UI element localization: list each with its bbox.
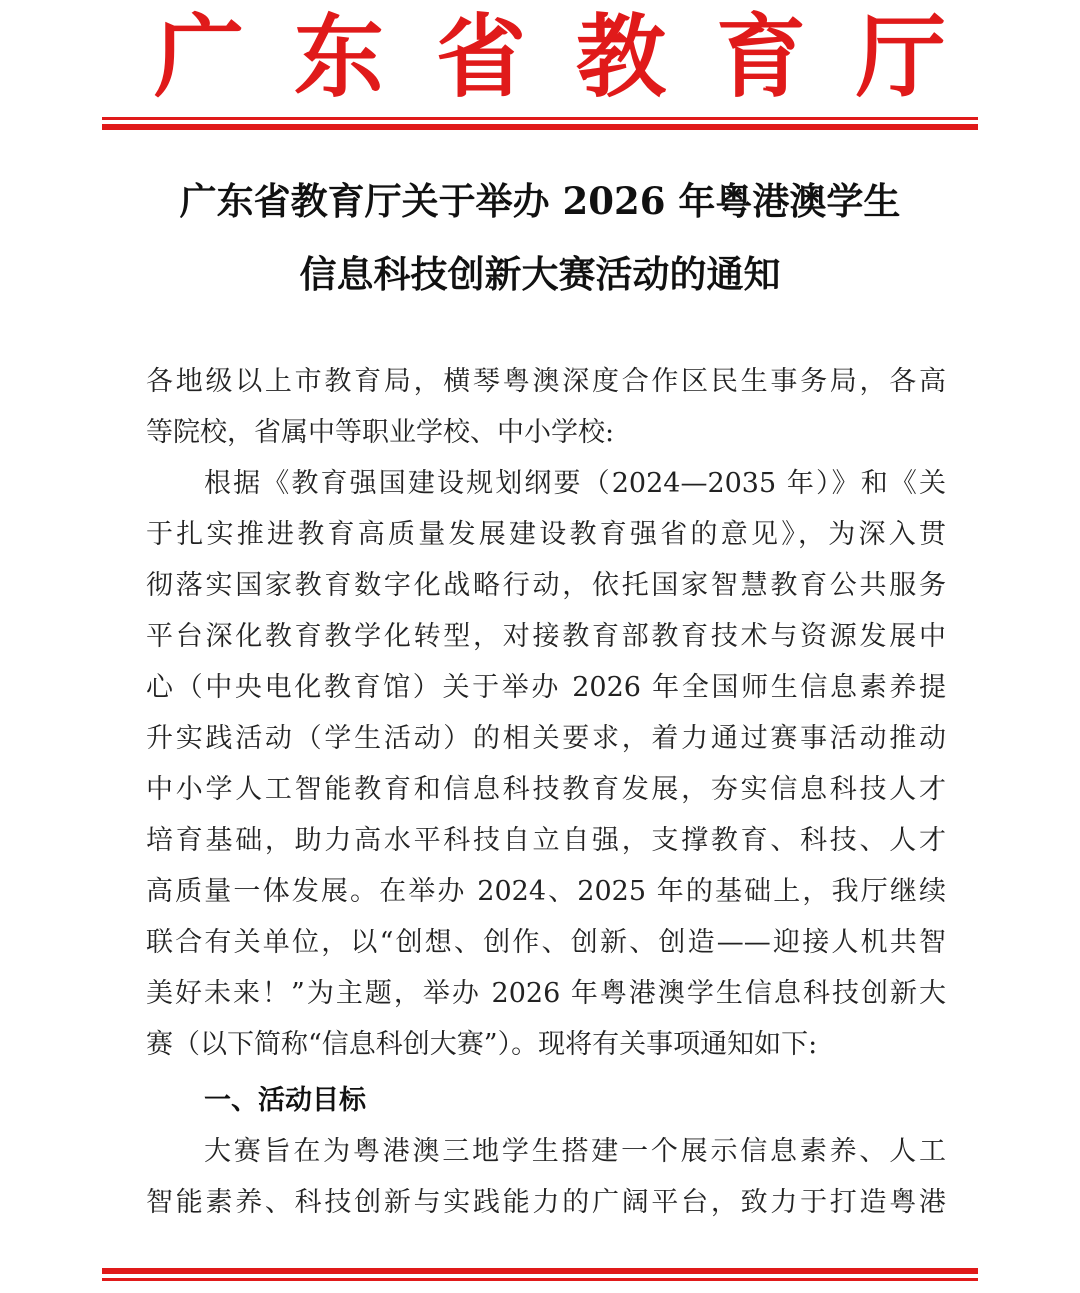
letterhead	[100, 6, 980, 110]
paragraph-1-line-12: 赛（以下简称“信息科创大赛”）。现将有关事项通知如下:	[146, 1029, 818, 1060]
bottom-rule-thin	[102, 1278, 978, 1281]
top-rule-thin	[102, 117, 978, 120]
letterhead-char-5: 育	[716, 5, 806, 110]
paragraph-1-line-5: 心（中央电化教育馆）关于举办 2026 年全国师生信息素养提	[146, 672, 946, 703]
paragraph-1-line-1: 根据《教育强国建设规划纲要（2024—2035 年）》和《关	[204, 468, 946, 499]
document-title-line-1: 广东省教育厅关于举办 2026 年粤港澳学生	[179, 179, 901, 223]
letterhead-char-6: 厅	[856, 5, 946, 110]
letterhead-char-1: 广	[154, 5, 244, 110]
addressee-line-2: 等院校，省属中等职业学校、中小学校:	[146, 417, 615, 448]
paragraph-2	[146, 1126, 946, 1228]
paragraph-1-line-8: 培育基础，助力高水平科技自立自强，支撑教育、科技、人才	[146, 825, 946, 856]
letterhead-char-4: 教	[576, 5, 666, 110]
paragraph-1-line-4: 平台深化教育教学化转型，对接教育部教育技术与资源发展中	[146, 621, 946, 652]
addressee-line-1: 各地级以上市教育局，横琴粤澳深度合作区民生事务局，各高	[146, 366, 946, 397]
paragraph-1-line-2: 于扎实推进教育高质量发展建设教育强省的意见》，为深入贯	[146, 519, 946, 550]
letterhead-char-2: 东	[294, 5, 384, 110]
document-title-line-2: 信息科技创新大赛活动的通知	[299, 252, 781, 296]
paragraph-1-line-3: 彻落实国家教育数字化战略行动，依托国家智慧教育公共服务	[146, 570, 946, 601]
paragraph-1-line-10: 联合有关单位，以“创想、创作、创新、创造——迎接人机共智	[146, 927, 946, 958]
addressee	[146, 356, 946, 458]
section-heading-goals: 一、活动目标	[204, 1085, 366, 1116]
bottom-rule-thick	[102, 1268, 978, 1274]
paragraph-1	[146, 458, 946, 1070]
paragraph-2-line-1: 大赛旨在为粤港澳三地学生搭建一个展示信息素养、人工	[204, 1136, 946, 1167]
paragraph-1-line-7: 中小学人工智能教育和信息科技教育发展，夯实信息科技人才	[146, 774, 946, 805]
paragraph-1-line-9: 高质量一体发展。在举办 2024、2025 年的基础上，我厅继续	[146, 876, 946, 907]
letterhead-char-3: 省	[436, 5, 526, 110]
paragraph-1-line-11: 美好未来！”为主题，举办 2026 年粤港澳学生信息科技创新大	[146, 978, 946, 1009]
paragraph-2-line-2: 智能素养、科技创新与实践能力的广阔平台，致力于打造粤港	[146, 1187, 946, 1218]
paragraph-1-line-6: 升实践活动（学生活动）的相关要求，着力通过赛事活动推动	[146, 723, 946, 754]
top-rule-thick	[102, 124, 978, 130]
